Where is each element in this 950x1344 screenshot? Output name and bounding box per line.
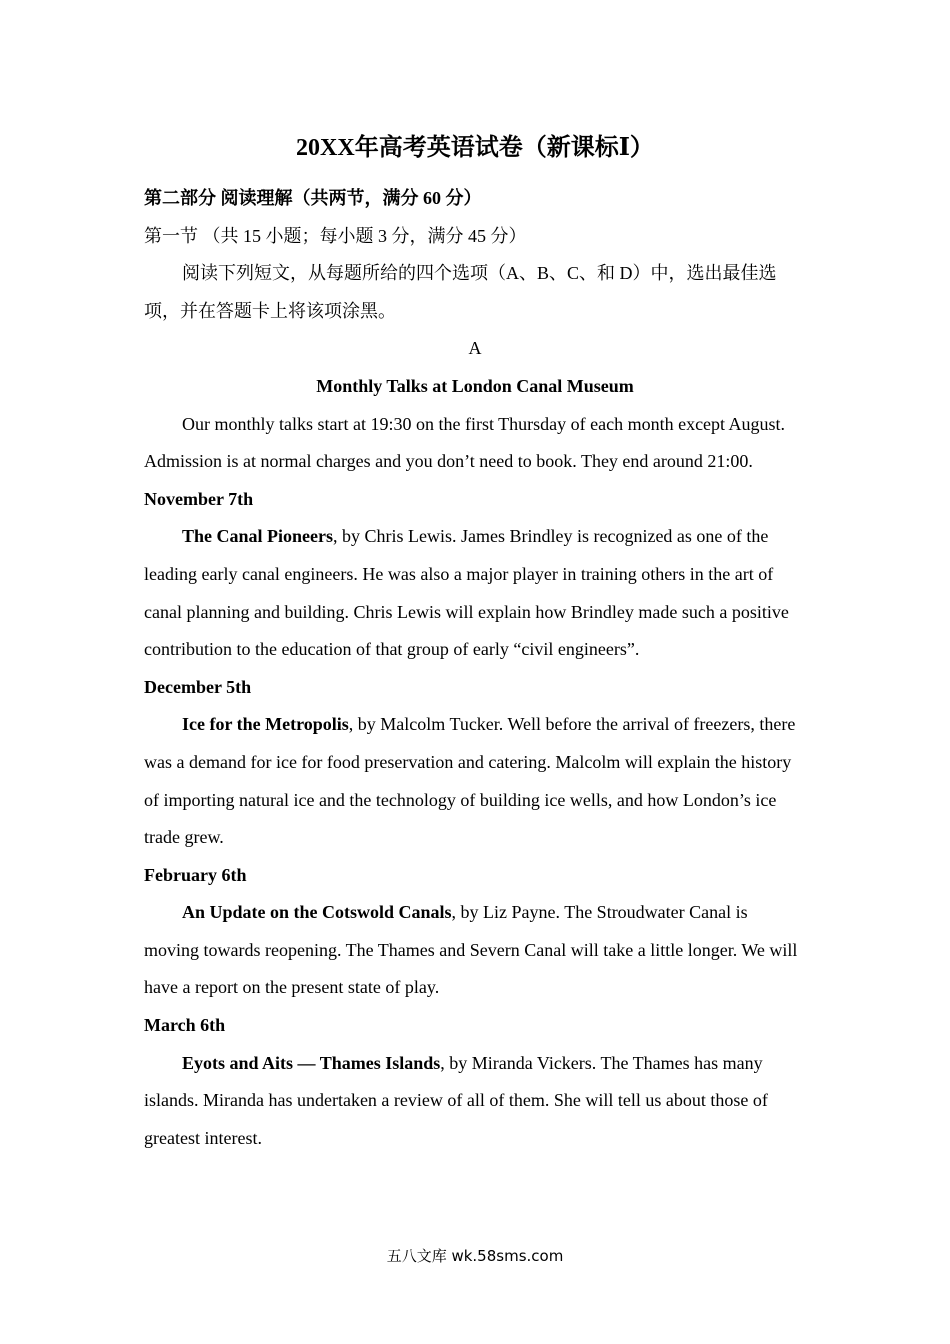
page-content <box>144 128 806 1157</box>
talk-description: , by Liz Payne. The Stroudwater Canal is moving towards reopening. The Thames and Severn Canal will take a little longer. We will have a report on the present state of play. <box>144 902 798 998</box>
talk-title: The Canal Pioneers <box>182 526 333 547</box>
part-heading: 第二部分 阅读理解（共两节，满分 60 分） <box>144 188 482 208</box>
talk-date: December 5th <box>144 676 252 697</box>
talk-date: March 6th <box>144 1015 226 1036</box>
talk-paragraph <box>144 706 806 856</box>
talk-date: February 6th <box>144 864 247 885</box>
passage-title: Monthly Talks at London Canal Museum <box>316 375 634 396</box>
talk-paragraph <box>144 518 806 668</box>
page-footer-watermark: 五八文库 wk.58sms.com <box>386 1247 564 1265</box>
passage-intro: Our monthly talks start at 19:30 on the first Thursday of each month except August. Admission is at normal charges and you don’t need to book. They end around 21:00. <box>144 413 786 472</box>
talk-description: , by Malcolm Tucker. Well before the arrival of freezers, there was a demand for ice for food preservation and catering. Malcolm will explain the history of importing natural ice and the technology of building ice wells, and how London’s ice trade grew. <box>144 714 796 848</box>
talk-title: Eyots and Aits — Thames Islands <box>182 1052 441 1073</box>
passage-letter: A <box>468 338 482 359</box>
exam-title: 20XX年高考英语试卷（新课标Ⅰ） <box>296 135 654 161</box>
talk-date: November 7th <box>144 488 254 509</box>
talk-paragraph <box>144 1045 806 1158</box>
talk-description: , by Chris Lewis. James Brindley is recognized as one of the leading early canal engineers. He was also a major player in training others in the art of canal planning and building. Chris Lewis will explain how Brindley made such a positive contribution to the education of that group of early “civil engineers”. <box>144 526 789 660</box>
talk-title: An Update on the Cotswold Canals <box>182 902 452 923</box>
talk-paragraph <box>144 894 806 1007</box>
talk-description: , by Miranda Vickers. The Thames has many islands. Miranda has undertaken a review of all of them. She will tell us about those of greatest interest. <box>144 1052 768 1148</box>
section-heading: 第一节 （共 15 小题；每小题 3 分，满分 45 分） <box>144 225 527 246</box>
instructions: 阅读下列短文，从每题所给的四个选项（A、B、C、和 D）中，选出最佳选项，并在答题卡上将该项涂黑。 <box>144 263 777 321</box>
talk-title: Ice for the Metropolis <box>182 714 349 735</box>
